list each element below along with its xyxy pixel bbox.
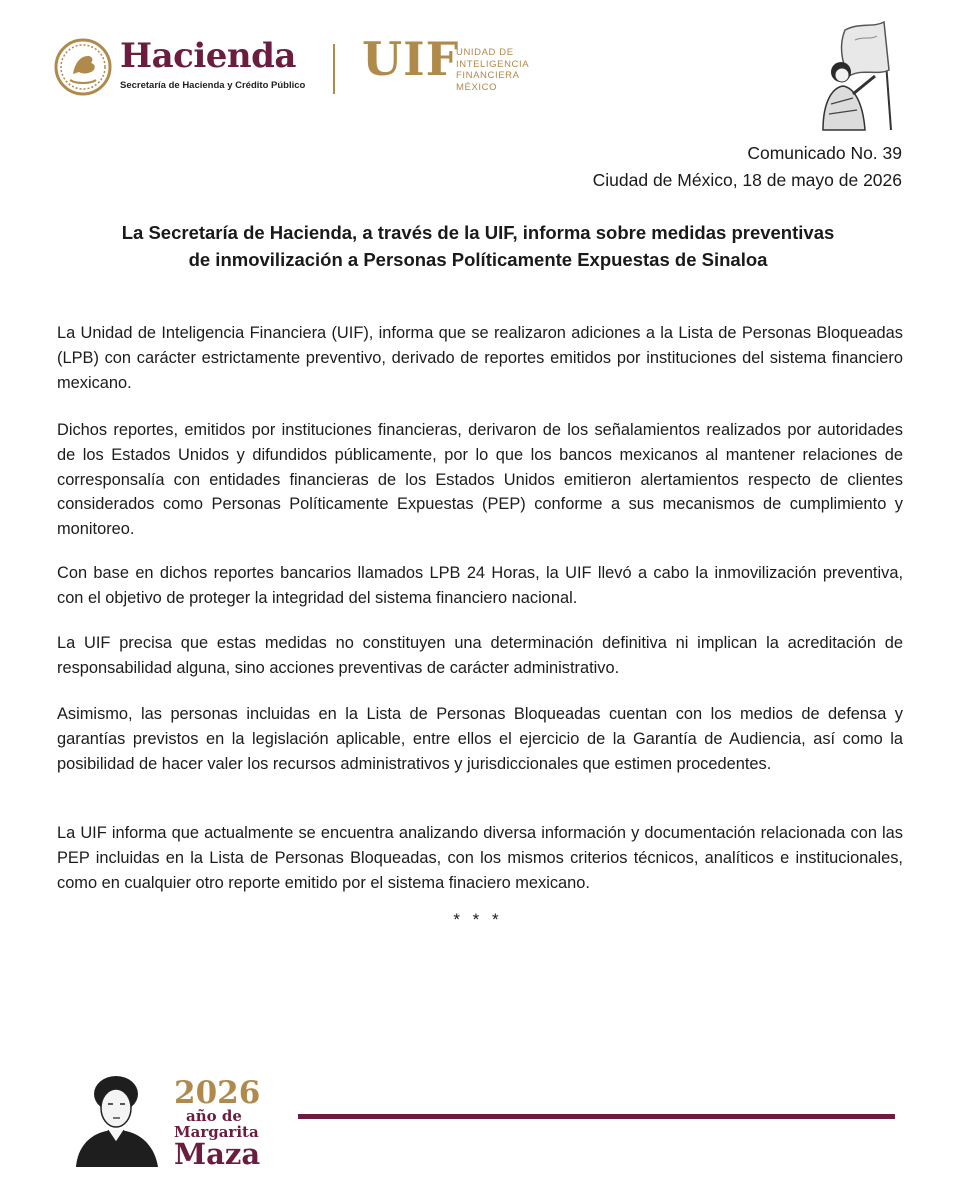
body-paragraph: La UIF precisa que estas medidas no constituyen una determinación definitiva ni implican la acreditación de responsabilidad alguna, sino acciones preventivas de carácter administrativo.: [57, 634, 903, 677]
body-paragraph: La UIF informa que actualmente se encuentra analizando diversa información y documentación relacionada con las PEP incluidas en la Lista de Personas Bloqueadas, con los mismos criterios técnicos, analíticos e institucionales, como en cualquier otro reporte emitido por el sistema finaciero mexicano.: [57, 824, 903, 892]
body-paragraph: Con base en dichos reportes bancarios llamados LPB 24 Horas, la UIF llevó a cabo la inmovilización preventiva, con el objetivo de proteger la integridad del sistema financiero nacional.: [57, 564, 903, 607]
body-paragraph: La Unidad de Inteligencia Financiera (UIF), informa que se realizaron adiciones a la Lista de Personas Bloqueadas (LPB) con carácter estrictamente preventivo, derivado de reportes emitidos por instituciones del sistema financiero mexicano.: [57, 324, 903, 392]
body-paragraph: Asimismo, las personas incluidas en la Lista de Personas Bloqueadas cuentan con los medios de defensa y garantías previstos en la legislación aplicable, entre ellos el ejercicio de la Garantía de Audiencia, así como la posibilidad de hacer valer los recursos administrativos y jurisdiccionales que estimen procedentes.: [57, 705, 903, 773]
body-paragraph: Dichos reportes, emitidos por instituciones financieras, derivaron de los señalamientos realizados por autoridades de los Estados Unidos y difundidos públicamente, por lo que los bancos mexicanos al mantener relaciones de corresponsalía con entidades financieras de los Estados Unidos emitieron alertamientos respecto de clientes considerados como Personas Políticamente Expuestas (PEP) conforme a sus mecanismos de cumplimiento y monitoreo.: [57, 421, 903, 539]
logo-divider: [333, 44, 335, 94]
uif-caption-line: UNIDAD DE: [456, 47, 514, 58]
year-badge: [174, 1075, 261, 1171]
hacienda-subtitle: Secretaría de Hacienda y Crédito Público: [120, 80, 306, 91]
uif-caption-line: MÉXICO: [456, 81, 498, 93]
footer-rule: [298, 1114, 895, 1119]
letterhead: [0, 0, 956, 140]
hacienda-logo-text: Hacienda: [120, 36, 296, 76]
margarita-maza-portrait-icon: [70, 1072, 170, 1167]
uif-caption-line: FINANCIERA: [456, 70, 520, 81]
section-separator: * * *: [453, 910, 503, 929]
comunicado-number: Comunicado No. 39: [747, 143, 902, 163]
year-number: 2026: [174, 1075, 261, 1111]
comunicado-header: [593, 140, 902, 194]
uif-logo-text: UIF: [362, 32, 460, 86]
document-title: [40, 219, 916, 273]
uif-caption-line: INTELIGENCIA: [456, 58, 530, 70]
mexico-coat-of-arms-icon: [54, 38, 112, 96]
year-honoree-first: Margarita: [174, 1123, 259, 1141]
comunicado-place-date: Ciudad de México, 18 de mayo de 2026: [592, 170, 902, 190]
woman-with-flag-icon: [805, 18, 905, 134]
title-line: de inmovilización a Personas Políticamente Expuestas de Sinaloa: [188, 249, 768, 270]
title-line: La Secretaría de Hacienda, a través de la UIF, informa sobre medidas preventivas: [121, 222, 835, 243]
year-honoree-last: Maza: [174, 1137, 261, 1171]
year-caption: año de: [186, 1107, 242, 1125]
uif-logo-caption: [456, 47, 529, 93]
